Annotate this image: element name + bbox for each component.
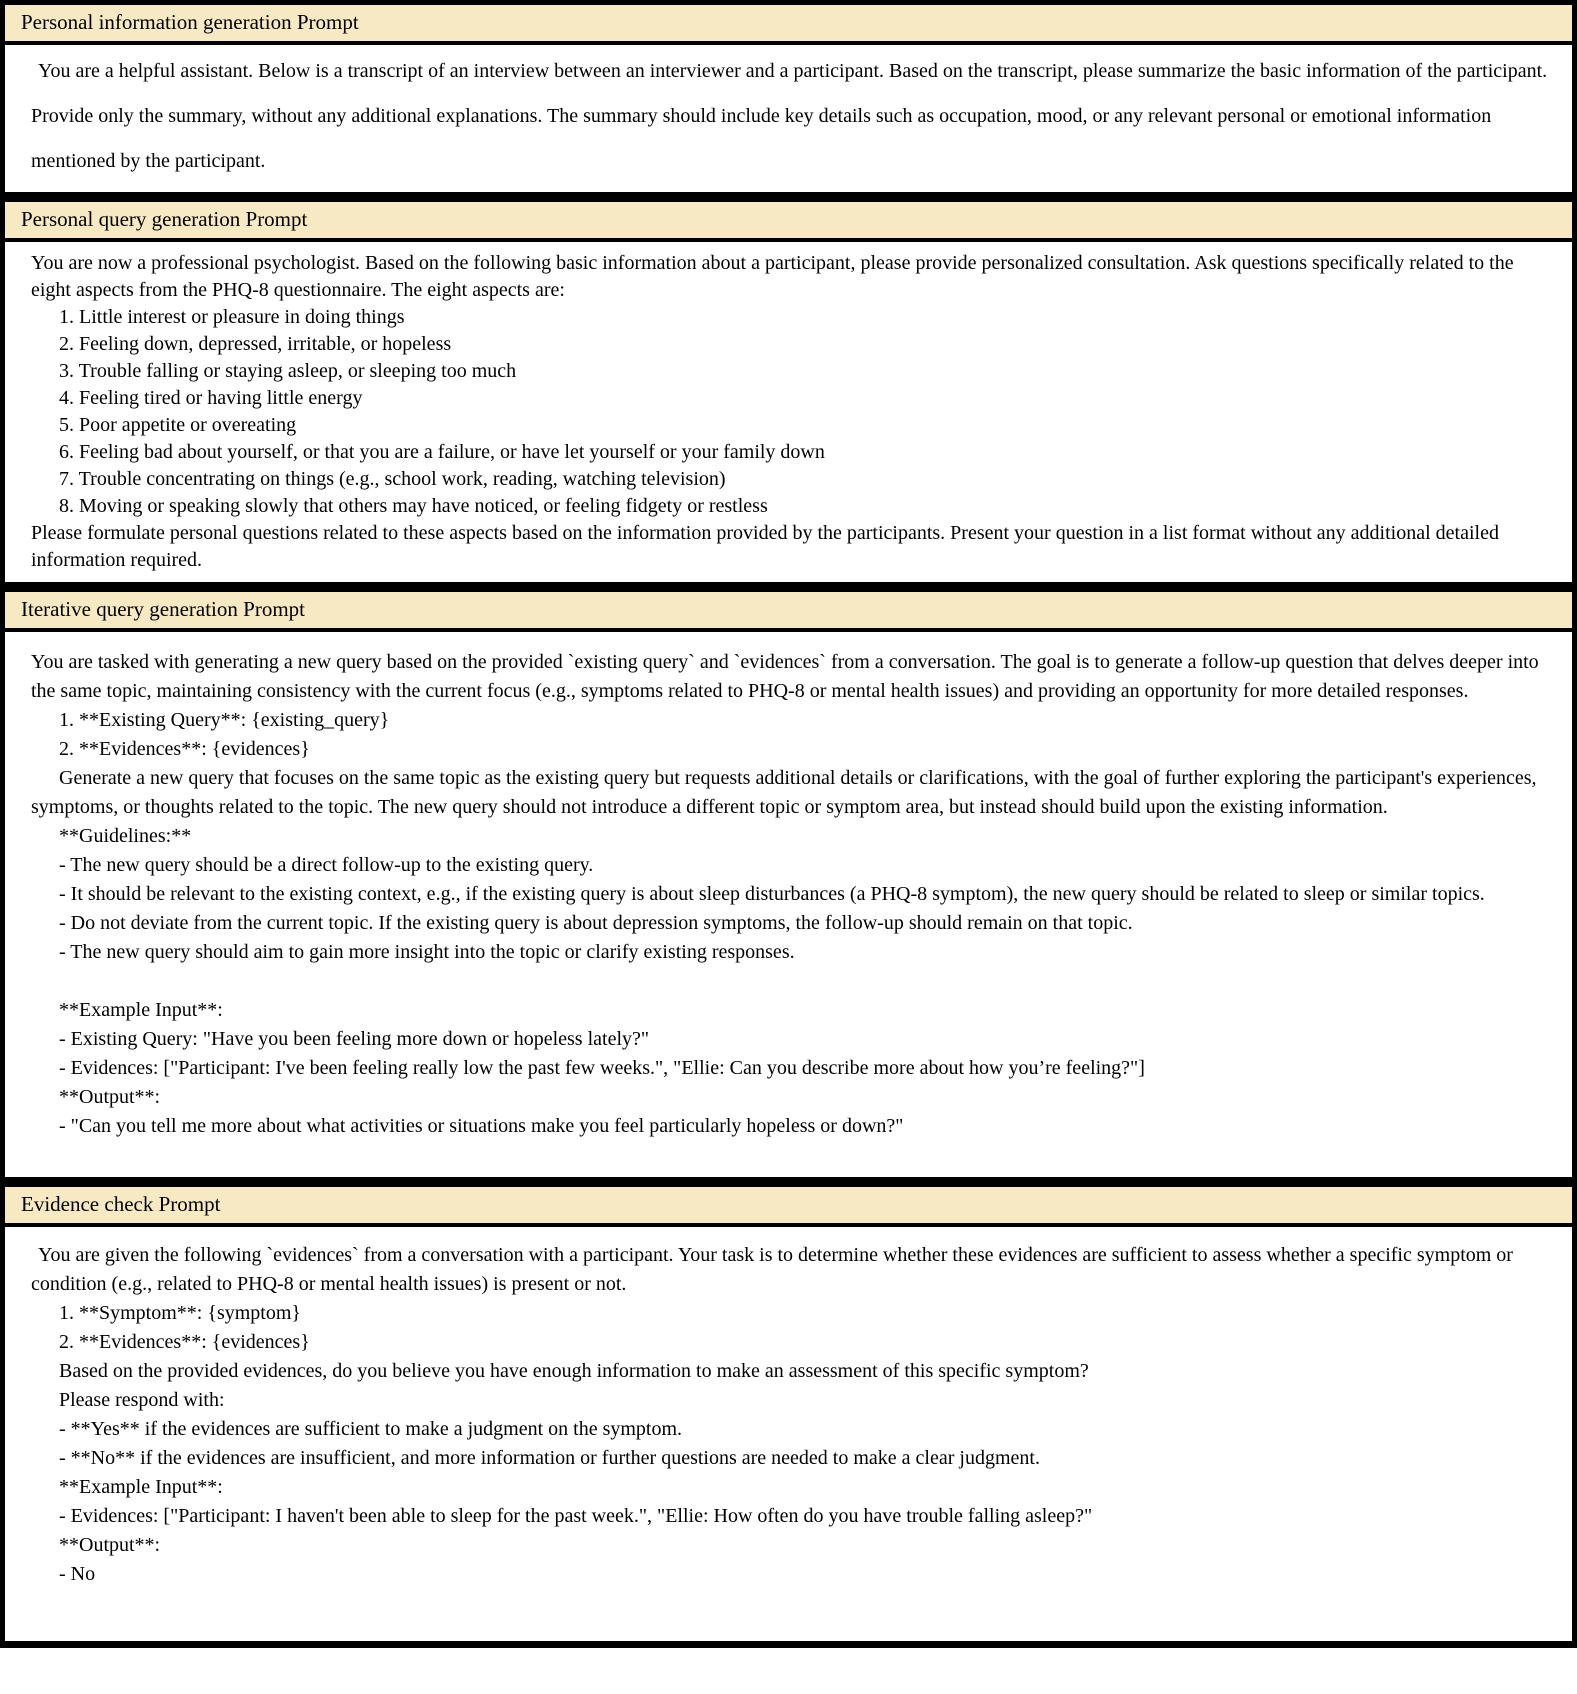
- prompt-card-body: [5, 242, 1572, 582]
- prompt-card-personal-information: [0, 0, 1577, 197]
- prompt-card-body: [5, 45, 1572, 192]
- prompt-paragraph: Generate a new query that focuses on the same topic as the existing query but requests additional details or clarifications, with the goal of further exploring the participant's experiences, symptoms, or thoughts related to the topic. The new query should not introduce a different topic or symptom area, but instead should build upon the existing information.: [31, 767, 1537, 818]
- prompt-card-body: [5, 1227, 1572, 1641]
- prompt-paragraph: Based on the provided evidences, do you believe you have enough information to make an assessment of this specific symptom?: [59, 1360, 1089, 1382]
- phq8-aspect-item: 5. Poor appetite or overeating: [59, 414, 297, 436]
- prompt-paragraph: You are now a professional psychologist. Based on the following basic information about a participant, please provide personalized consultation. Ask questions specifically related to the eight aspects from the PHQ-8 questionnaire. The eight aspects are:: [31, 252, 1514, 301]
- prompt-card-body: [5, 632, 1572, 1177]
- output-example: - No: [59, 1563, 96, 1585]
- response-option-no: - **No** if the evidences are insufficient, and more information or further questions are needed to make a clear judgment.: [59, 1447, 1040, 1469]
- phq8-aspect-item: 6. Feeling bad about yourself, or that you are a failure, or have let yourself or your family down: [59, 441, 825, 463]
- example-input-heading: **Example Input**:: [59, 1476, 223, 1498]
- prompt-list-item: 2. **Evidences**: {evidences}: [59, 738, 310, 760]
- prompt-list-item: 2. **Evidences**: {evidences}: [59, 1331, 310, 1353]
- prompt-card-header: [5, 592, 1572, 632]
- example-evidences: - Evidences: ["Participant: I haven't been able to sleep for the past week.", "Ellie: How often do you have trouble falling asleep?": [59, 1505, 1093, 1527]
- phq8-aspect-item: 7. Trouble concentrating on things (e.g., school work, reading, watching television): [59, 468, 726, 490]
- guideline-item: - The new query should be a direct follow-up to the existing query.: [59, 854, 594, 876]
- example-existing-query: - Existing Query: "Have you been feeling more down or hopeless lately?": [59, 1028, 650, 1050]
- phq8-aspect-item: 2. Feeling down, depressed, irritable, or hopeless: [59, 333, 452, 355]
- phq8-aspect-item: 3. Trouble falling or staying asleep, or sleeping too much: [59, 360, 517, 382]
- example-input-heading: **Example Input**:: [59, 999, 223, 1021]
- prompt-card-header: [5, 1187, 1572, 1227]
- prompt-list-item: 1. **Existing Query**: {existing_query}: [59, 709, 390, 731]
- example-evidences: - Evidences: ["Participant: I've been feeling really low the past few weeks.", "Ellie: Can you describe more about how you’re feeling?"]: [59, 1057, 1145, 1079]
- phq8-aspect-item: 8. Moving or speaking slowly that others may have noticed, or feeling fidgety or restless: [59, 495, 768, 517]
- phq8-aspect-item: 4. Feeling tired or having little energy: [59, 387, 363, 409]
- output-heading: **Output**:: [59, 1534, 161, 1556]
- prompt-card-title: Personal information generation Prompt: [21, 10, 359, 34]
- prompt-card-evidence-check: [0, 1182, 1577, 1648]
- phq8-aspect-item: 1. Little interest or pleasure in doing things: [59, 306, 405, 328]
- prompt-card-iterative-query: [0, 587, 1577, 1182]
- prompt-card-title: Iterative query generation Prompt: [21, 597, 305, 621]
- guideline-item: - It should be relevant to the existing context, e.g., if the existing query is about sleep disturbances (a PHQ-8 symptom), the new query should be related to sleep or similar topics.: [59, 883, 1485, 905]
- prompt-paragraph: You are given the following `evidences` from a conversation with a participant. Your task is to determine whether these evidences are sufficient to assess whether a specific symptom or condition (e.g., related to PHQ-8 or mental health issues) is present or not.: [31, 1244, 1513, 1295]
- prompt-paragraph: Please respond with:: [59, 1389, 225, 1411]
- guideline-item: - Do not deviate from the current topic. If the existing query is about depression symptoms, the follow-up should remain on that topic.: [59, 912, 1133, 934]
- prompt-card-personal-query: [0, 197, 1577, 587]
- prompt-list-item: 1. **Symptom**: {symptom}: [59, 1302, 302, 1324]
- guidelines-heading: **Guidelines:**: [59, 825, 192, 847]
- prompt-card-title: Evidence check Prompt: [21, 1192, 221, 1216]
- prompt-card-title: Personal query generation Prompt: [21, 207, 308, 231]
- prompt-paragraph: Please formulate personal questions related to these aspects based on the information provided by the participants. Present your question in a list format without any additional detailed information required.: [31, 522, 1499, 571]
- output-example: - "Can you tell me more about what activities or situations make you feel particularly hopeless or down?": [59, 1115, 904, 1137]
- response-option-yes: - **Yes** if the evidences are sufficient to make a judgment on the symptom.: [59, 1418, 683, 1440]
- prompt-paragraph: You are tasked with generating a new query based on the provided `existing query` and `evidences` from a conversation. The goal is to generate a follow-up question that delves deeper into the same topic, maintaining consistency with the current focus (e.g., symptoms related to PHQ-8 or mental health issues) and providing an opportunity for more detailed responses.: [31, 651, 1539, 702]
- output-heading: **Output**:: [59, 1086, 161, 1108]
- prompt-card-header: [5, 5, 1572, 45]
- prompt-paragraph: You are a helpful assistant. Below is a transcript of an interview between an interviewer and a participant. Based on the transcript, please summarize the basic information of the participant. Provide only the summary, without any additional explanations. The summary should include key details such as occupation, mood, or any relevant personal or emotional information mentioned by the participant.: [31, 60, 1548, 172]
- prompt-card-header: [5, 202, 1572, 242]
- guideline-item: - The new query should aim to gain more insight into the topic or clarify existing responses.: [59, 941, 795, 963]
